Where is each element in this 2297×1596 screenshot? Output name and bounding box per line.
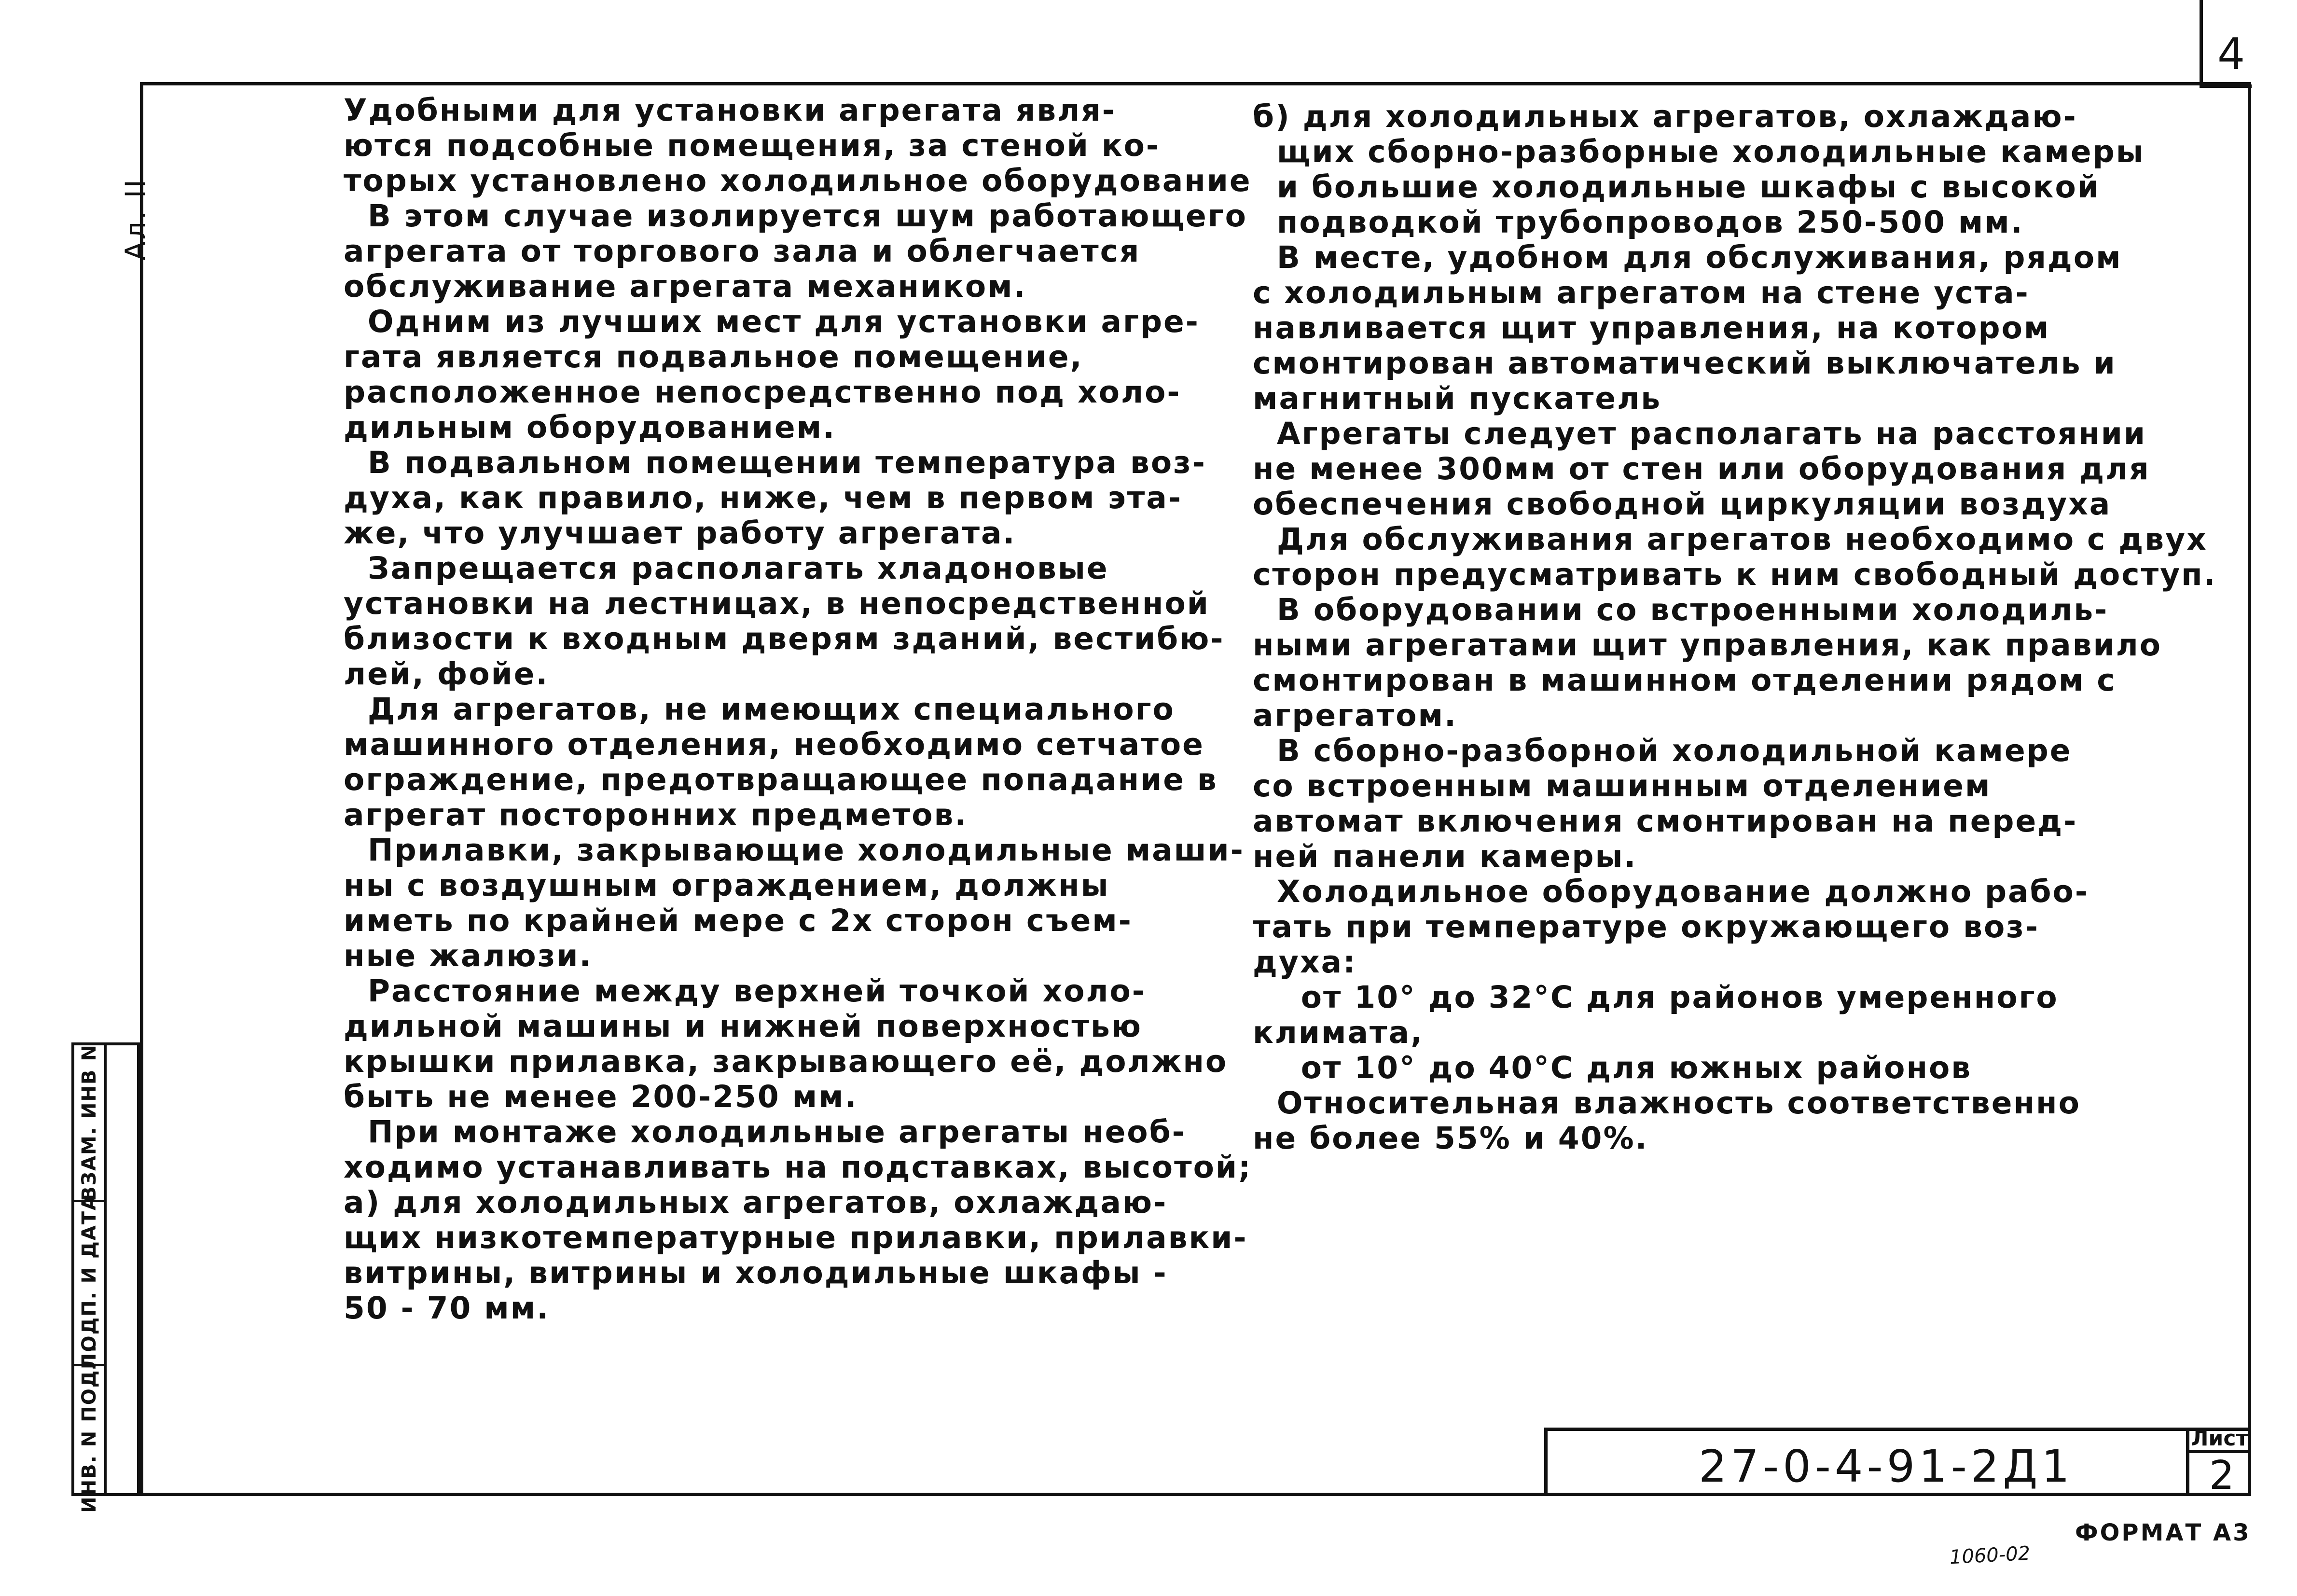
text-line: Прилавки, закрывающие холодильные маши- [344,833,1245,868]
text-line: При монтаже холодильные агрегаты необ- [344,1114,1186,1150]
text-line: магнитный пускатель [1253,381,1662,416]
text-line: щих низкотемпературные прилавки, прилавки- [344,1220,1248,1255]
text-line: установки на лестницах, в непосредственной [344,586,1210,621]
text-line: иметь по крайней мере с 2х сторон съем- [344,903,1133,938]
text-line: ются подсобные помещения, за стеной ко- [344,128,1161,163]
text-line: Относительная влажность соответственно [1253,1085,2081,1121]
text-line: духа: [1253,944,1357,980]
stamp-cell-signature [74,1194,104,1369]
text-line: навливается щит управления, на котором [1253,310,2050,346]
document-code: 27-0-4-91-2Д1 [1699,1441,2074,1492]
stamp-label: ИНВ. N ПОДЛ. [78,1344,100,1513]
text-line: не менее 300мм от стен или оборудования для [1253,451,2150,486]
text-line: сторон предусматривать к ним свободный доступ. [1253,557,2217,592]
text-line: со встроенным машинным отделением [1253,768,1992,804]
text-line: с холодильным агрегатом на стене уста- [1253,275,2030,310]
left-text-column [344,93,1252,1326]
text-line: ограждение, предотвращающее попадание в [344,762,1218,797]
text-line: крышки прилавка, закрывающего её, должно [344,1044,1228,1079]
text-line: Расстояние между верхней точкой холо- [344,973,1146,1009]
text-line: ны с воздушным ограждением, должны [344,868,1110,903]
text-line: ные жалюзи. [344,938,593,973]
corner-sheet-number: 4 [2217,29,2245,80]
sheet-label: Лист [2191,1426,2248,1451]
text-line: климата, [1253,1015,1424,1050]
text-line: от 10° до 32°С для районов умеренного [1253,980,2059,1015]
text-line: и большие холодильные шкафы с высокой [1253,169,2100,205]
text-line: обслуживание агрегата механиком. [344,269,1027,304]
text-line: быть не менее 200-250 мм. [344,1079,858,1114]
text-line: расположенное непосредственно под холо- [344,375,1181,410]
text-line: же, что улучшает работу агрегата. [344,515,1016,551]
text-line: подводкой трубопроводов 250-500 мм. [1253,205,2024,240]
text-line: В месте, удобном для обслуживания, рядом [1253,240,2122,275]
text-line: ней панели камеры. [1253,839,1637,874]
text-line: агрегат посторонних предметов. [344,797,968,833]
text-line: Для агрегатов, не имеющих специального [344,692,1175,727]
stamp-cell-substitute [74,1045,104,1202]
text-line: лей, фойе. [344,656,549,692]
text-line: машинного отделения, необходимо сетчатое [344,727,1204,762]
text-line: витрины, витрины и холодильные шкафы - [344,1255,1168,1291]
side-stamp [71,1042,140,1513]
text-line: агрегатом. [1253,698,1457,733]
corner-sheet-box [2200,0,2252,88]
text-line: ходимо устанавливать на подставках, высотой; [344,1150,1252,1185]
stamp-label: ПОДП. И ДАТА [78,1194,100,1369]
text-line: щих сборно-разборные холодильные камеры [1253,134,2145,169]
text-line: дильным оборудованием. [344,410,836,445]
format-label: ФОРМАТ А3 [2075,1519,2251,1546]
text-line: автомат включения смонтирован на перед- [1253,804,2078,839]
text-line: торых установлено холодильное оборудование [344,163,1252,198]
text-line: а) для холодильных агрегатов, охлаждаю- [344,1185,1168,1220]
text-line: В этом случае изолируется шум работающего [344,198,1247,234]
text-line: не более 55% и 40%. [1253,1121,1648,1156]
text-line: ными агрегатами щит управления, как правило [1253,627,2162,663]
text-line: б) для холодильных агрегатов, охлаждаю- [1253,99,2077,134]
text-line: гата является подвальное помещение, [344,339,1083,375]
margin-code-text: Ал. II [119,178,152,261]
margin-code [94,169,152,265]
text-line: В оборудовании со встроенными холодиль- [1253,592,2109,627]
text-line: Одним из лучших мест для установки агре- [344,304,1200,339]
text-line: В подвальном помещении температура воз- [344,445,1206,480]
text-line: духа, как правило, ниже, чем в первом эта- [344,480,1182,515]
text-line: тать при температуре окружающего воз- [1253,909,2040,944]
stamp-label: ВЗАМ. ИНВ N [78,1044,100,1201]
text-line: от 10° до 40°С для южных районов [1253,1050,1972,1085]
text-line: близости к входным дверям зданий, вестибю- [344,621,1225,656]
text-line: Для обслуживания агрегатов необходимо с двух [1253,522,2208,557]
stamp-label-column [74,1044,107,1513]
text-line: Удобными для установки агрегата явля- [344,93,1116,128]
text-line: смонтирован в машинном отделении рядом с [1253,663,2117,698]
sheet-number: 2 [2209,1453,2235,1499]
text-line: агрегата от торгового зала и облегчается [344,234,1141,269]
archive-number: 1060-02 [1949,1542,2031,1569]
right-text-column [1253,99,2217,1156]
text-line: Запрещается располагать хладоновые [344,551,1109,586]
text-line: смонтирован автоматический выключатель и [1253,346,2117,381]
text-line: В сборно-разборной холодильной камере [1253,733,2072,768]
stamp-cell-inventory [74,1344,104,1513]
text-line: Холодильное оборудование должно рабо- [1253,874,2089,909]
text-line: обеспечения свободной циркуляции воздуха [1253,486,2112,522]
text-line: дильной машины и нижней поверхностью [344,1009,1143,1044]
text-line: 50 - 70 мм. [344,1291,550,1326]
text-line: Агрегаты следует располагать на расстоянии [1253,416,2147,451]
